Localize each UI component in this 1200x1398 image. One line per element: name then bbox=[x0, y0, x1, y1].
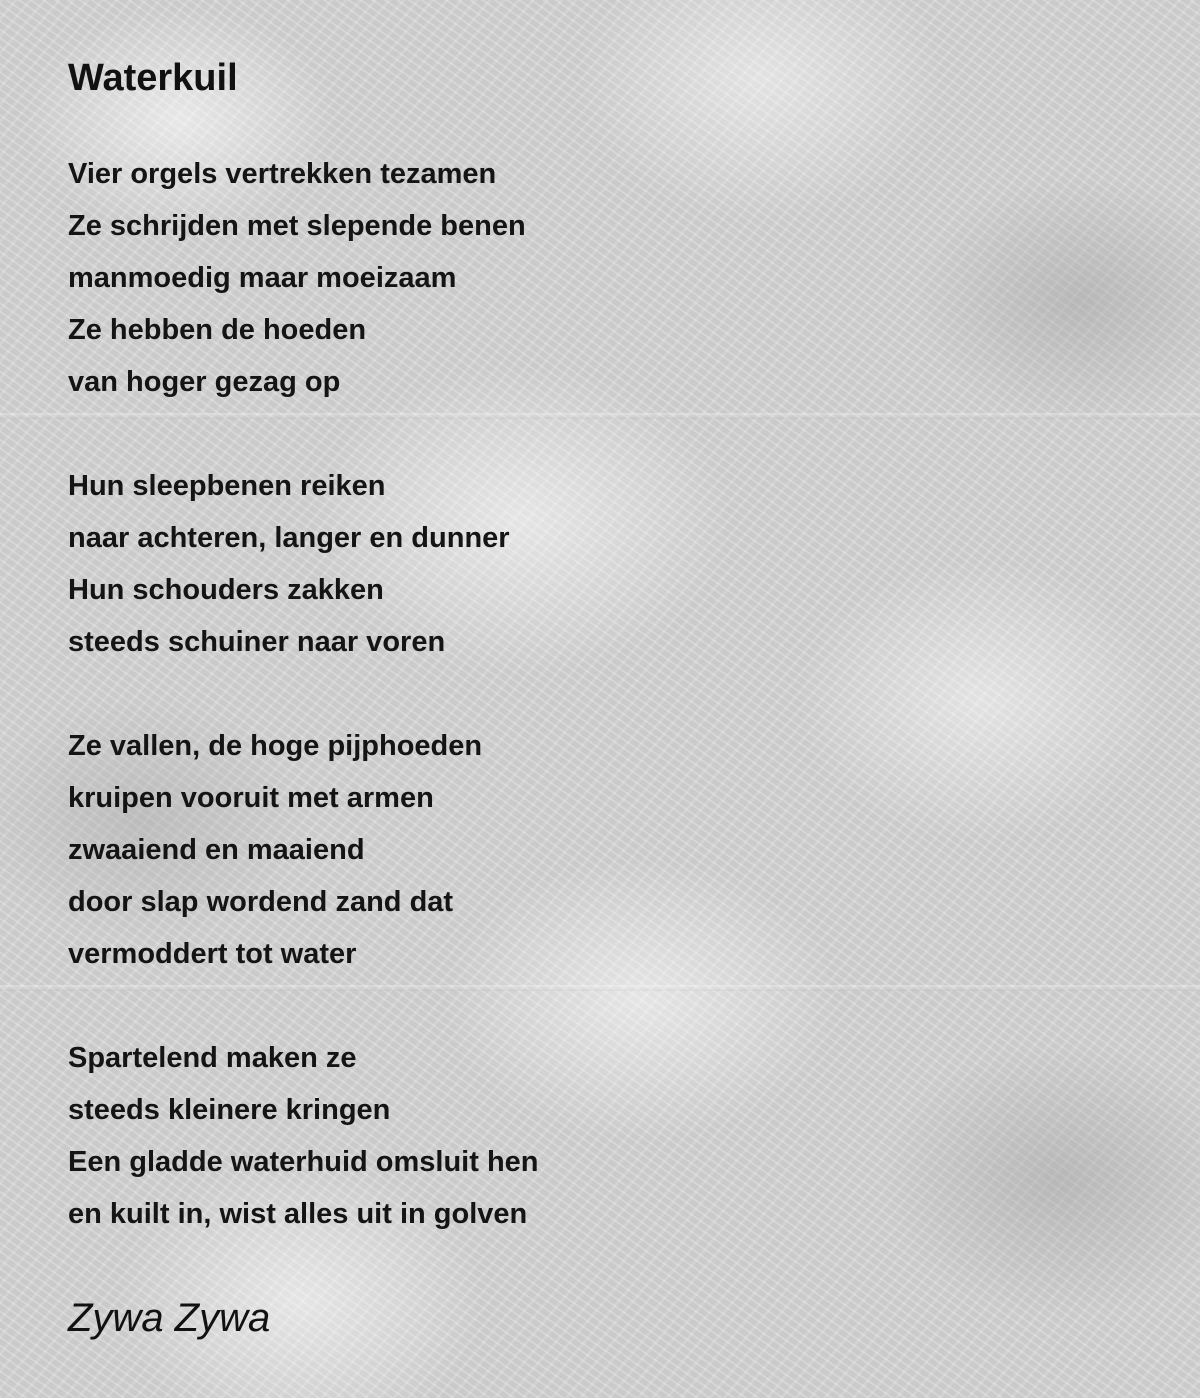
poem-line: zwaaiend en maaiend bbox=[68, 834, 365, 866]
poem-line: Hun schouders zakken bbox=[68, 574, 384, 606]
poem-line: en kuilt in, wist alles uit in golven bbox=[68, 1198, 528, 1230]
poem-line: naar achteren, langer en dunner bbox=[68, 522, 510, 554]
poem-author: Zywa Zywa bbox=[68, 1296, 271, 1340]
poem-line: Hun sleepbenen reiken bbox=[68, 470, 386, 502]
poem-line: van hoger gezag op bbox=[68, 366, 341, 398]
poem-line: Een gladde waterhuid omsluit hen bbox=[68, 1146, 539, 1178]
poem-line: Ze hebben de hoeden bbox=[68, 314, 367, 346]
poem-line: kruipen vooruit met armen bbox=[68, 782, 434, 814]
poem-line: door slap wordend zand dat bbox=[68, 886, 454, 918]
poem-body bbox=[68, 148, 1128, 1240]
stanza-3 bbox=[68, 720, 1128, 980]
poem-line: Vier orgels vertrekken tezamen bbox=[68, 158, 497, 190]
poem-line: vermoddert tot water bbox=[68, 938, 357, 970]
poem-title: Waterkuil bbox=[68, 57, 238, 99]
poem-line: manmoedig maar moeizaam bbox=[68, 262, 457, 294]
stanza-4 bbox=[68, 1032, 1128, 1240]
stanza-1 bbox=[68, 148, 1128, 408]
poem-line: steeds schuiner naar voren bbox=[68, 626, 446, 658]
stanza-2 bbox=[68, 460, 1128, 668]
poem-line: Ze schrijden met slepende benen bbox=[68, 210, 526, 242]
poem-line: steeds kleinere kringen bbox=[68, 1094, 391, 1126]
poem-line: Ze vallen, de hoge pijphoeden bbox=[68, 730, 483, 762]
poem-line: Spartelend maken ze bbox=[68, 1042, 357, 1074]
poem-container bbox=[68, 52, 1128, 1344]
